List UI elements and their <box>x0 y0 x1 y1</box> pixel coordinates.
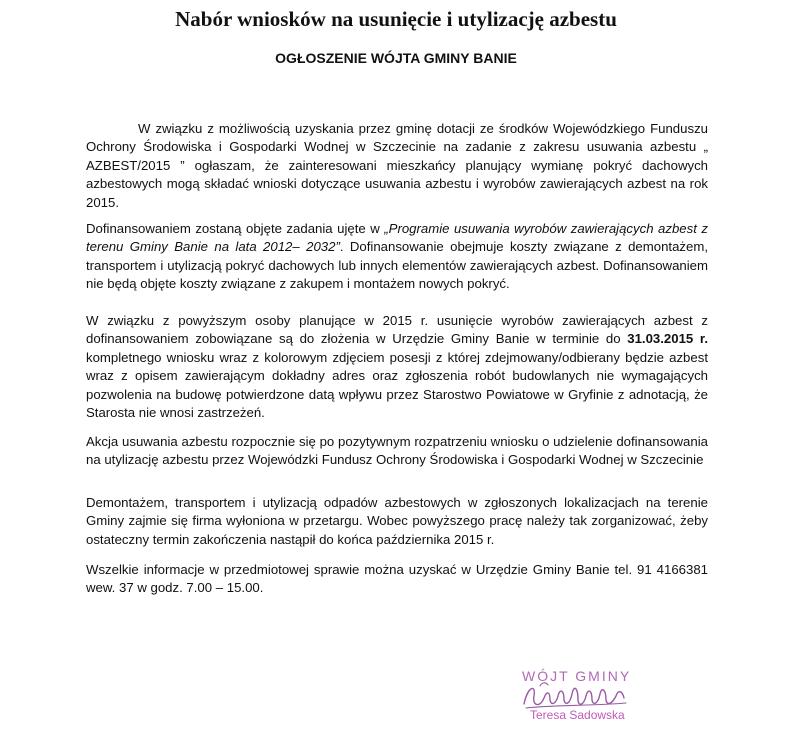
paragraph-3 <box>86 312 708 422</box>
paragraph-2 <box>86 220 708 294</box>
paragraph-1: W związku z możliwością uzyskania przez gminę dotacji ze środków Wojewódzkiego Funduszu Ochrony Środowiska i Gospodarki Wodnej w Szczecinie na zadanie z zakresu usuwania azbestu „ AZBEST/2015 ” ogłaszam, że zainteresowani mieszkańcy planujący wymianę pokryć dachowych azbestowych mogą składać wnioski dotyczące usuwania azbestu i wyrobów zawierających azbest na rok 2015. <box>86 121 708 210</box>
paragraph-4: Akcja usuwania azbestu rozpocznie się po pozytywnym rozpatrzeniu wniosku o udzielenie dofinansowania na utylizację azbestu przez Wojewódzki Fundusz Ochrony Środowiska i Gospodarki Wodnej w Szczecinie <box>86 434 708 468</box>
paragraph-3-text-end: kompletnego wniosku wraz z kolorowym zdjęciem posesji z której zdejmowany/odbierany będzie azbest wraz z opisem zawierającym dokładny adres oraz zgłoszenia robót budowlanych nie wymagających pozwolenia na budowę potwierdzone datą wpływu przez Starostwo Powiatowe w Gryfinie z adnotacją, że Starosta nie wnosi zastrzeżeń. <box>86 349 708 421</box>
paragraph-2-text-start: Dofinansowaniem zostaną objęte zadania ujęte w <box>86 221 385 236</box>
signatory-name: Teresa Sadowska <box>530 708 625 722</box>
signature-stamp <box>508 668 658 728</box>
page-title: Nabór wniosków na usunięcie i utylizację azbestu <box>175 7 617 31</box>
stamp-title: WÓJT GMINY <box>522 668 632 684</box>
paragraph-3-text-start: W związku z powyższym osoby planujące w 2015 r. usunięcie wyrobów zawierających azbest z dofinansowaniem zobowiązane są do złożenia w Urzędzie Gminy Banie w terminie do <box>86 313 708 347</box>
announcement-subtitle: OGŁOSZENIE WÓJTA GMINY BANIE <box>275 50 517 66</box>
paragraph-2-text-end: . Dofinansowanie obejmuje koszty związane z demontażem, transportem i utylizacją pokryć dachowych lub innych elementów zawierających azbest. Dofinansowaniem nie będą objęte koszty związane z zakupem i montażem nowych pokryć. <box>86 239 708 292</box>
paragraph-5: Demontażem, transportem i utylizacją odpadów azbestowych w zgłoszonych lokalizacjach na terenie Gminy zajmie się firma wyłoniona w przetargu. Wobec powyższego pracę należy tak zorganizować, żeby ostateczny termin zakończenia nastąpił do końca października 2015 r. <box>86 495 708 547</box>
deadline-date: 31.03.2015 r. <box>627 331 709 347</box>
program-name: „Programie usuwania wyrobów zawierających azbest z terenu Gminy Banie na lata 2012– 2032” <box>86 221 708 255</box>
paragraph-6: Wszelkie informacje w przedmiotowej sprawie można uzyskać w Urzędzie Gminy Banie tel. 91 4166381 wew. 37 w godz. 7.00 – 15.00. <box>86 562 708 596</box>
